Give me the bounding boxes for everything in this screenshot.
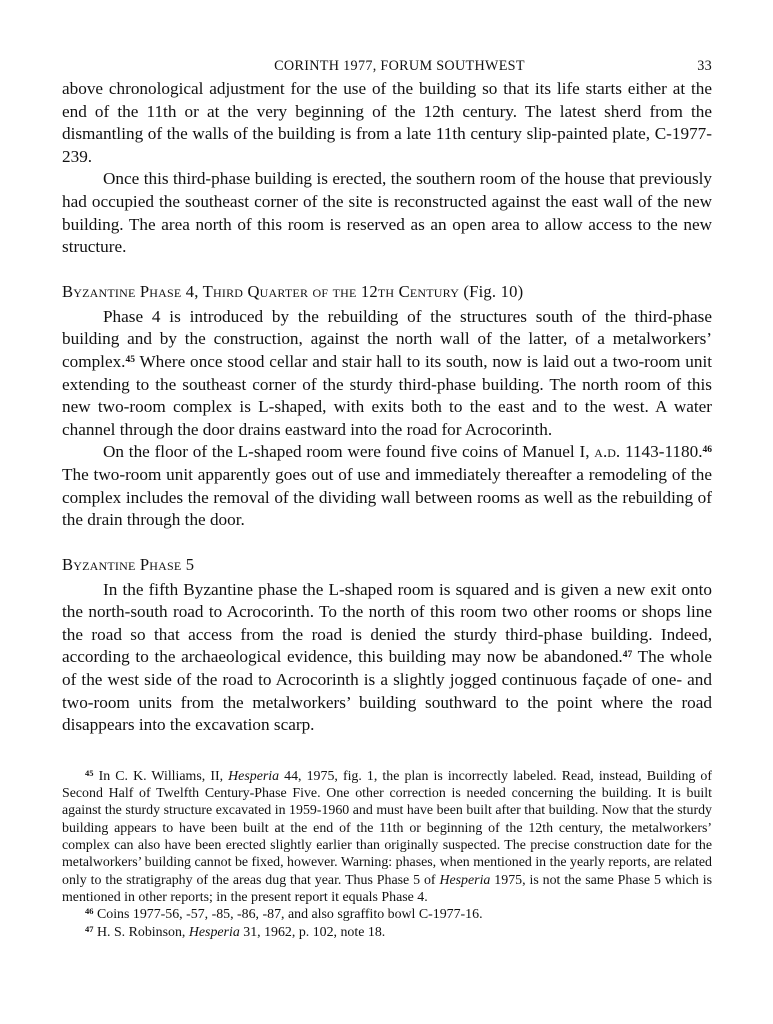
section-heading-phase-5: Byzantine Phase 5 [62,554,195,574]
journal-title: Hesperia [188,924,240,940]
paragraph-phase-4-intro: Phase 4 is introduced by the rebuilding of the structures south of the third-phase building and by the construction, against the north wall of the latter, of a metalworkers’ complex.$^{45}$ Where once stood cellar and stair hall to its south, now is laid out a two-room unit extending to the southeast corner of the sturdy third-phase building. The north room of this new two-room complex is L-shaped, with exits both to the east and to the west. A water channel through the door drains eastward into the road for Acrocorinth. [62,306,712,439]
footnote-marker: 45 [85,767,94,778]
figure-reference: (Fig. 10) [459,281,524,301]
journal-title: Hesperia [439,872,491,888]
paragraph-continuation: above chronological adjustment for the use of the building so that its life starts either at the end of the 11th or at the very beginning of the 12th century. The latest sherd from the dismantling of the walls of the building is from a late 11th century slip-painted plate, C-1977-239. [62,79,712,166]
footnote-marker: 46 [85,906,94,917]
footnote-ref-45[interactable]: 45 [125,354,135,365]
footnote-47: $^{47}$ H. S. Robinson, Hesperia 31, 1962, p. 102, note 18. [85,923,386,940]
running-title: CORINTH 1977, FORUM SOUTHWEST [274,58,525,74]
footnote-marker: 47 [85,923,94,934]
footnote-ref-46[interactable]: 46 [702,445,712,456]
journal-title: Hesperia [228,768,280,784]
body-text [62,78,712,737]
document-page [62,52,712,941]
paragraph-third-phase: Once this third-phase building is erected, the southern room of the house that previously had occupied the southeast corner of the site is reconstructed against the east wall of the new building. The area north of this room is reserved as an open area to allow access to the new structure. [62,169,712,257]
era-abbreviation: a.d. [594,442,621,462]
footnote-45: $^{45}$ In C. K. Williams, II, Hesperia 44, 1975, fig. 1, the plan is incorrectly labeled. Read, instead, Building of Second Half of Twelfth Century-Phase Five. One other correction is needed concerning the building. It is built against the sturdy structure excavated in 1959-1960 and must have been built after that building. Now that the sturdy building appears to have been built at the end of the 11th or beginning of the 12th century, the metalworkers’ complex can also have been erected slightly earlier than originally suspected. The precise construction date for the metalworkers’ building cannot be fixed, however. Warning: phases, when mentioned in the yearly reports, are related only to the stratigraphy of the areas dug that year. Thus Phase 5 of Hesperia 1975, is not the same Phase 5 which is mentioned in other reports; in the present report it equals Phase 4. [62,767,712,905]
section-heading-phase-4: Byzantine Phase 4, Third Quarter of the 12th Century (Fig. 10) [62,281,524,301]
running-head [62,52,712,78]
footnote-ref-47[interactable]: 47 [622,650,633,661]
footnotes [62,768,712,941]
paragraph-phase-5: In the fifth Byzantine phase the L-shaped room is squared and is given a new exit onto the north-south road to Acrocorinth. To the north of this room two other rooms or shops line the road so that access from the road is denied the sturdy third-phase building. Indeed, according to the archaeological evidence, this building may now be abandoned.$^{47}$ The whole of the west side of the road to Acrocorinth is a slightly jogged continuous façade of one- and two-room units from the metalworkers’ building southward to the point where the road disappears into the excavation scarp. [62,579,712,735]
paragraph-l-shaped-room: On the floor of the L-shaped room were found five coins of Manuel I, a.d. 1143-1180.46 The two-room unit apparently goes out of use and immediately thereafter a remodeling of the complex includes the removal of the dividing wall between rooms as well as the rebuilding of the drain through the door. [62,442,712,530]
page-number: 33 [697,58,712,74]
footnote-46: $^{46}$ Coins 1977-56, -57, -85, -86, -87, and also sgraffito bowl C-1977-16. [85,906,483,923]
